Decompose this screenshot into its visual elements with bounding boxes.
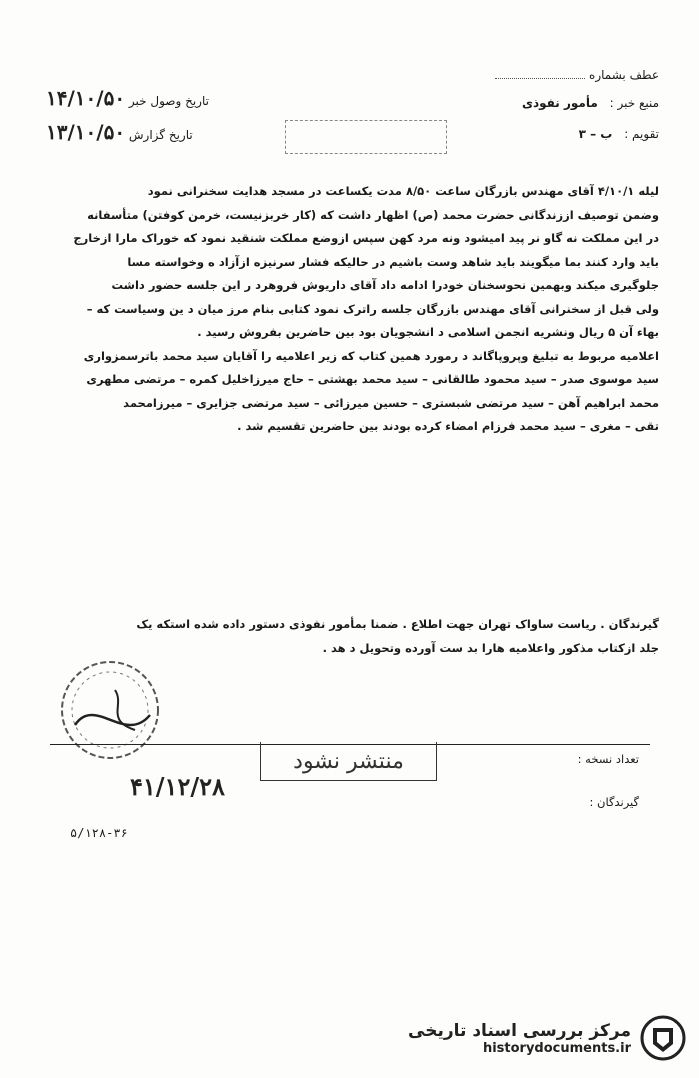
- document-code: ۵/۱۲۸-۳۶: [70, 826, 128, 840]
- copies-label: تعداد نسخه :: [577, 752, 639, 766]
- calendar-line: [579, 127, 659, 141]
- calendar-label: تقویم :: [624, 127, 659, 141]
- receipt-date-value: ۱۴/۱۰/۵۰: [46, 86, 126, 110]
- calendar-value: ب – ۳: [578, 127, 613, 141]
- recipients-paragraph: [39, 612, 659, 660]
- stamp-box: [260, 742, 437, 781]
- report-date-label: تاریخ گزارش: [128, 128, 193, 142]
- body-line: ولی قبل از سخنرانی آقای مهندس بازرگان جلسه راترک نمود کتابی بنام مرز میان د ین وسیاست که –: [86, 301, 659, 316]
- source-label: منبع خبر :: [609, 96, 659, 110]
- seal-stamp-icon: [55, 655, 165, 765]
- archive-watermark: [397, 1012, 687, 1064]
- footer-recipients-label: گیرندگان :: [589, 795, 639, 809]
- body-line: سید موسوی صدر – سید محمود طالقانی – سید محمد بهشتی – حاج میرزاخلیل کمره – مرتضی مطهری: [86, 372, 659, 386]
- body-line: باید وارد کنند بما میگویند باید شاهد وست باشیم در حالیکه فشار سرنیزه ازآزاد ه وخواسته مسا: [127, 254, 659, 269]
- report-body: [39, 180, 659, 439]
- ref-number-line: [495, 68, 659, 82]
- ref-number-label: عطف بشماره: [589, 68, 659, 82]
- body-line: در این مملکت نه گاو نر پید امیشود ونه مرد کهن سپس ازوضع مملکت شنقید نمود که خوراک مارا ازخارج: [73, 231, 659, 245]
- source-value: مأمور نفوذی: [521, 96, 598, 110]
- receipt-date-row: [40, 86, 209, 110]
- body-line: بهاء آن ۵ ریال ونشریه انجمن اسلامی د انشجویان بود بین حاضرین بفروش رسید .: [197, 325, 659, 339]
- recipients-line: جلد ازکتاب مذکور واعلامیه هارا بد ست آورده وتحویل د هد .: [322, 641, 659, 655]
- body-line: محمد ابراهیم آهن – سید مرتضی شبستری – حسین میرزائی – سید مرتضی جزایری – میرزامحمد: [123, 395, 659, 410]
- archive-url: historydocuments.ir: [482, 1040, 631, 1056]
- body-line: وضمن توصیف اززندگانی حضرت محمد (ص) اظهار داشت که (کار خربزنیست، خرمن کوفتن) متأسفانه: [87, 207, 659, 222]
- source-line: [522, 96, 659, 110]
- archive-title: مرکز بررسی اسناد تاریخی: [408, 1020, 631, 1041]
- body-line: تقی – مغری – سید محمد فرزام امضاء کرده بودند بین حاضرین تقسیم شد .: [237, 419, 659, 433]
- body-line: لیله ۴/۱۰/۱ آقای مهندس بازرگان ساعت ۸/۵۰ مدت یکساعت در مسجد هدایت سخنرانی نمود: [147, 184, 659, 198]
- recipients-line: گیرندگان . ریاست ساواک تهران جهت اطلاع . ضمنا بمأمور نفوذی دستور داده شده استکه یک: [136, 617, 659, 631]
- handwritten-note: ۴۱/۱۲/۲۸: [130, 772, 225, 801]
- receipt-date-label: تاریخ وصول خبر: [128, 94, 209, 108]
- body-line: اعلامیه مربوط به تبلیغ وپروپاگاند د رمورد همین کتاب که زیر اعلامیه را آقایان سید محمد باترسمزواری: [83, 348, 659, 363]
- report-date-value: ۱۳/۱۰/۵۰: [46, 120, 126, 144]
- stamp-text: منتشر نشود: [293, 748, 404, 774]
- body-line: جلوگیری میکند وبهمین نحوسخنان خودرا ادامه داد آقای داریوش فروهرد ر این جلسه حضور داشت: [111, 278, 659, 292]
- report-date-row: [40, 120, 193, 144]
- redacted-box: [285, 120, 447, 154]
- archive-logo-icon: [639, 1014, 687, 1062]
